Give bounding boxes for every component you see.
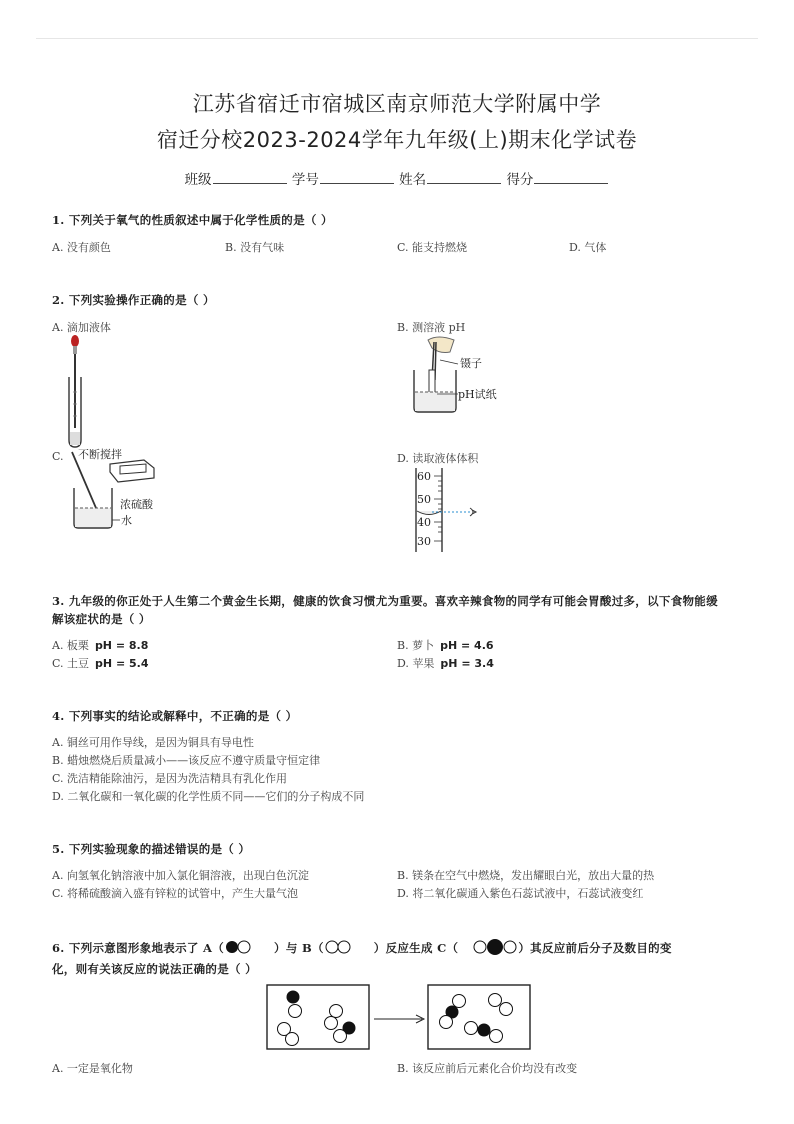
q6-option-b[interactable]: B. 该反应前后元素化合价均没有改变 [397, 1062, 578, 1075]
top-rule [36, 38, 758, 39]
q3-option-d-ph: pH = 3.4 [440, 657, 494, 670]
water-label: 水 [121, 514, 132, 527]
score-label: 得分 [506, 172, 534, 188]
q6-stem-part-b: ）与 B（ [274, 941, 324, 955]
q1-option-d[interactable]: D. 气体 [569, 241, 607, 254]
q6-stem-part-d: ）其反应前后分子及数目的变 [518, 941, 672, 955]
q5-option-a[interactable]: A. 向氢氧化钠溶液中加入氯化铜溶液，出现白色沉淀 [52, 869, 309, 882]
id-field[interactable] [320, 171, 394, 184]
eye-icon [470, 508, 476, 516]
q1-option-b[interactable]: B. 没有气味 [225, 241, 285, 254]
tick-30: 30 [417, 535, 431, 548]
q4-option-d[interactable]: D. 二氧化碳和一氧化碳的化学性质不同——它们的分子构成不同 [52, 790, 365, 803]
id-label: 学号 [291, 172, 319, 188]
dropper-bulb [71, 335, 79, 347]
tick-40: 40 [417, 516, 431, 529]
q4-option-b[interactable]: B. 蜡烛燃烧后质量减小——该反应不遵守质量守恒定律 [52, 754, 321, 767]
q3-stem-line1: 3. 九年级的你正处于人生第二个黄金生长期，健康的饮食习惯尤为重要。喜欢辛辣食物的同学有可能会胃酸过多，以下食物能缓 [52, 594, 718, 608]
q3-option-a-ph: pH = 8.8 [94, 639, 149, 652]
q1-option-a[interactable]: A. 没有颜色 [52, 241, 111, 254]
ph-paper-label: pH试纸 [458, 388, 497, 401]
name-field[interactable] [427, 171, 501, 184]
q3-option-d[interactable] [397, 655, 494, 671]
student-info-row [0, 168, 794, 188]
molecule-c-icon [472, 939, 518, 955]
q2-option-a[interactable]: A. 滴加液体 [52, 321, 111, 334]
acid-label: 浓硫酸 [120, 498, 153, 511]
class-label: 班级 [184, 172, 212, 188]
q3-option-c-ph: pH = 5.4 [95, 657, 149, 670]
molecule-b-icon [324, 940, 354, 954]
q3-stem-line2: 解该症状的是（ ） [52, 612, 151, 626]
q2-option-b[interactable]: B. 测溶液 pH [397, 321, 466, 334]
cylinder-figure [412, 466, 492, 554]
q4-option-c[interactable]: C. 洗洁精能除油污，是因为洗洁精具有乳化作用 [52, 772, 288, 785]
q6-stem-part-c: ）反应生成 C（ [373, 941, 459, 955]
q1-option-c[interactable]: C. 能支持燃烧 [397, 241, 468, 254]
stir-label: 不断搅拌 [78, 448, 122, 461]
q5-stem: 5. 下列实验现象的描述错误的是（ ） [52, 842, 251, 856]
q5-option-d[interactable]: D. 将二氧化碳通入紫色石蕊试液中，石蕊试液变红 [397, 887, 644, 900]
q3-option-b[interactable] [397, 637, 494, 653]
q2-stem: 2. 下列实验操作正确的是（ ） [52, 293, 215, 307]
before-box [267, 985, 369, 1049]
q6-stem-part-a: 6. 下列示意图形象地表示了 A（ [52, 941, 225, 955]
q3-option-c-label: C. 土豆 [52, 657, 90, 670]
score-field[interactable] [534, 171, 608, 184]
name-label: 姓名 [399, 172, 427, 188]
tick-60: 60 [417, 470, 431, 483]
exam-title-line2: 宿迁分校2023-2024学年九年级(上)期末化学试卷 [156, 128, 638, 152]
molecule-a-icon [224, 940, 254, 954]
q3-option-b-label: B. 萝卜 [397, 639, 435, 652]
dropper-test-tube-figure [62, 332, 92, 450]
q3-option-c[interactable] [52, 655, 148, 671]
q5-option-b[interactable]: B. 镁条在空气中燃烧，发出耀眼白光，放出大量的热 [397, 869, 655, 882]
tick-50: 50 [417, 493, 431, 506]
q2-option-c[interactable]: C. [52, 450, 64, 463]
q1-stem: 1. 下列关于氧气的性质叙述中属于化学性质的是（ ） [52, 213, 333, 227]
hand-icon [428, 337, 454, 353]
q3-option-a[interactable] [52, 637, 148, 653]
q4-stem: 4. 下列事实的结论或解释中，不正确的是（ ） [52, 709, 298, 723]
q2-option-d[interactable]: D. 读取液体体积 [397, 452, 479, 465]
exam-title-line1: 江苏省宿迁市宿城区南京师范大学附属中学 [192, 92, 602, 116]
q6-stem-line2: 化，则有关该反应的说法正确的是（ ） [52, 962, 257, 976]
ph-test-figure [410, 332, 500, 416]
q6-option-a[interactable]: A. 一定是氧化物 [52, 1062, 133, 1075]
q3-option-b-ph: pH = 4.6 [440, 639, 494, 652]
q3-option-a-label: A. 板栗 [52, 639, 89, 652]
reaction-diagram [266, 984, 532, 1052]
class-field[interactable] [213, 171, 287, 184]
dilution-figure [62, 446, 172, 532]
q4-option-a[interactable]: A. 铜丝可用作导线，是因为铜具有导电性 [52, 736, 254, 749]
q3-option-d-label: D. 苹果 [397, 657, 435, 670]
q6-stem-line1 [52, 939, 672, 956]
q5-option-c[interactable]: C. 将稀硫酸滴入盛有锌粒的试管中，产生大量气泡 [52, 887, 299, 900]
tweezers-label: 镊子 [460, 357, 482, 370]
